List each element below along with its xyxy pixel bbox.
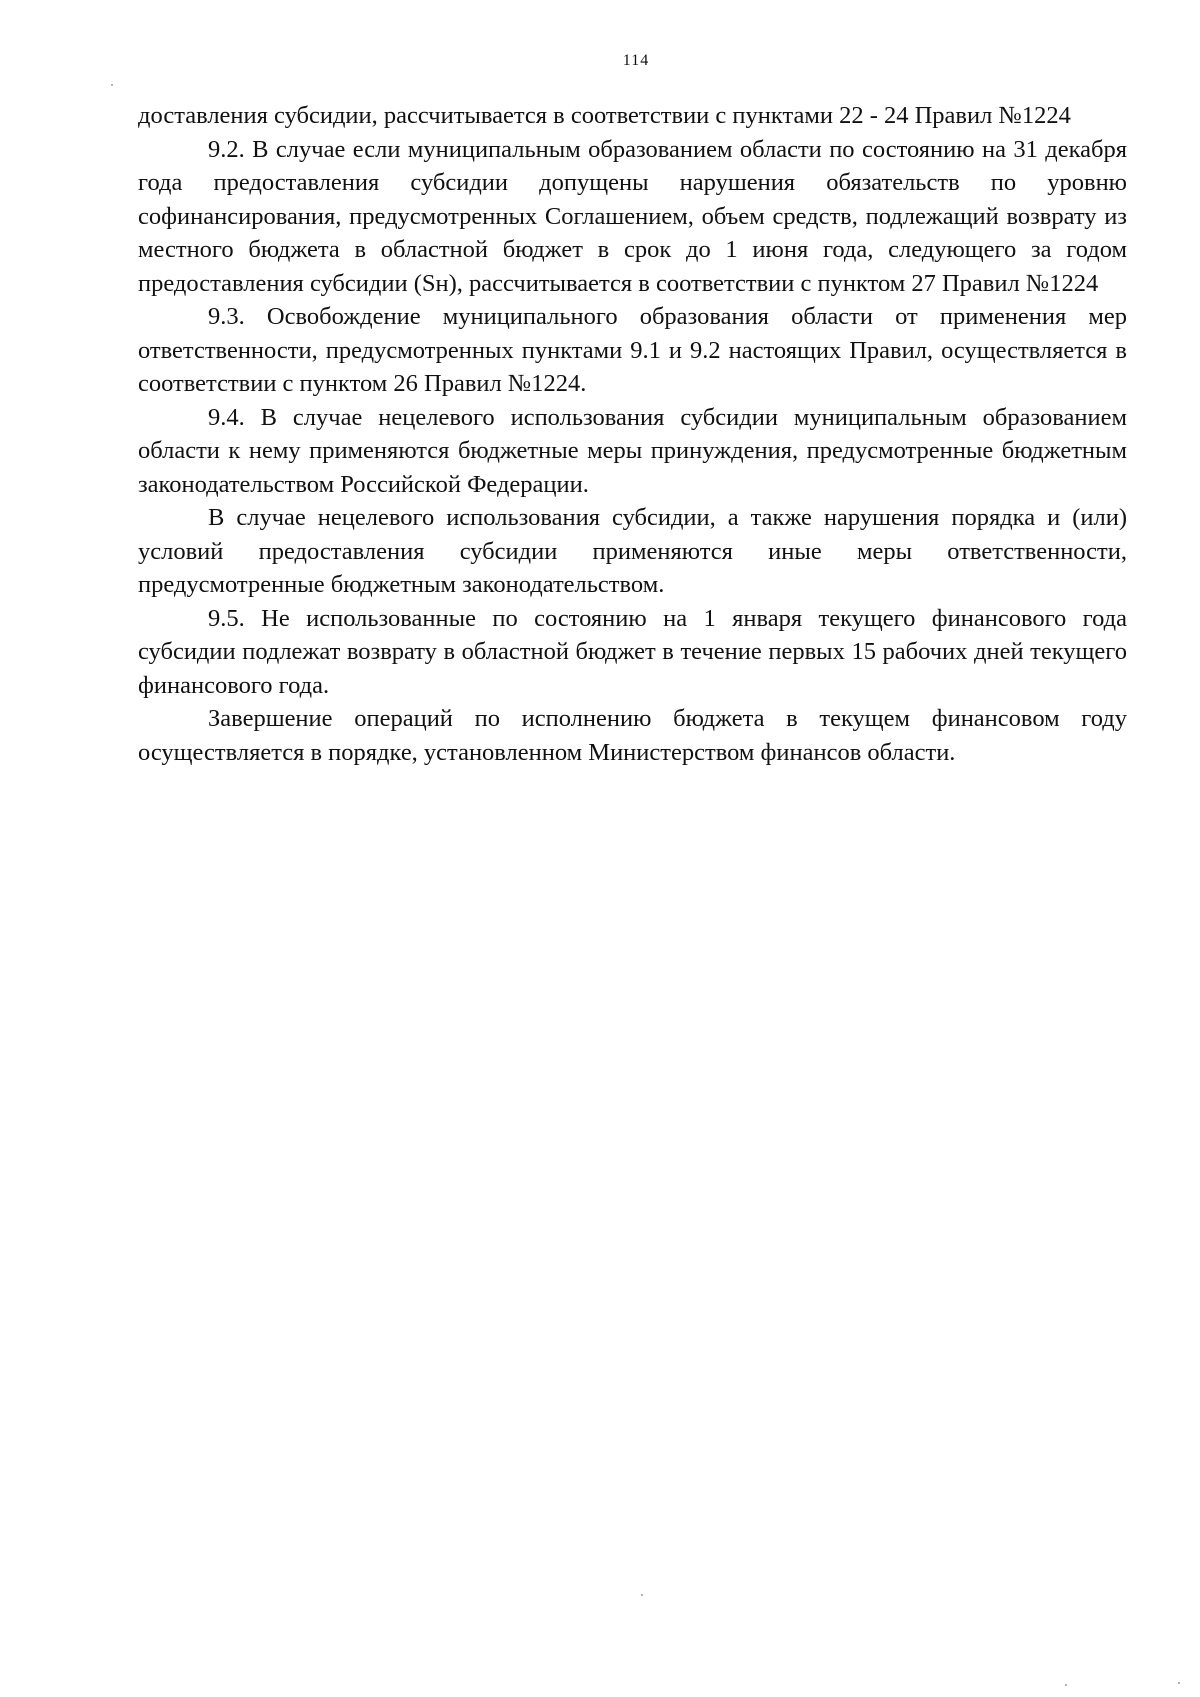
scan-speck: [1065, 1684, 1067, 1686]
paragraph-misuse-measures: В случае нецелевого использования субсидии, а также нарушения порядка и (или) условий предоставления субсидии применяются иные меры ответственности, предусмотренные бюджетным законодательством.: [138, 504, 1127, 598]
paragraph-continuation: доставления субсидии, рассчитывается в соответствии с пунктами 22 - 24 Правил №1224: [138, 102, 1071, 129]
paragraph-9-2: 9.2. В случае если муниципальным образованием области по состоянию на 31 декабря года предоставления субсидии допущены нарушения обязательств по уровню софинансирования, предусмотренных Соглашением, объем средств, подлежащий возврату из местного бюджета в областной бюджет в срок до 1 июня года, следующего за годом предоставления субсидии (Sн), рассчитывается в соответствии с пунктом 27 Правил №1224: [138, 135, 1127, 297]
page-number: 114: [622, 52, 650, 69]
scan-speck: [1178, 1682, 1180, 1684]
paragraph-budget-completion: Завершение операций по исполнению бюджета в текущем финансовом году осуществляется в порядке, установленном Министерством финансов области.: [138, 705, 1127, 766]
document-body: [138, 99, 1127, 769]
paragraph-9-3: 9.3. Освобождение муниципального образования области от применения мер ответственности, предусмотренных пунктами 9.1 и 9.2 настоящих Правил, осуществляется в соответствии с пунктом 26 Правил №1224.: [138, 303, 1127, 397]
scan-speck: [111, 84, 113, 86]
paragraph-9-4: 9.4. В случае нецелевого использования субсидии муниципальным образованием области к нему применяются бюджетные меры принуждения, предусмотренные бюджетным законодательством Российской Федерации.: [138, 403, 1127, 498]
scan-speck: [641, 1594, 643, 1596]
paragraph-9-5: 9.5. Не использованные по состоянию на 1 января текущего финансового года субсидии подлежат возврату в областной бюджет в течение первых 15 рабочих дней текущего финансового года.: [138, 604, 1127, 699]
